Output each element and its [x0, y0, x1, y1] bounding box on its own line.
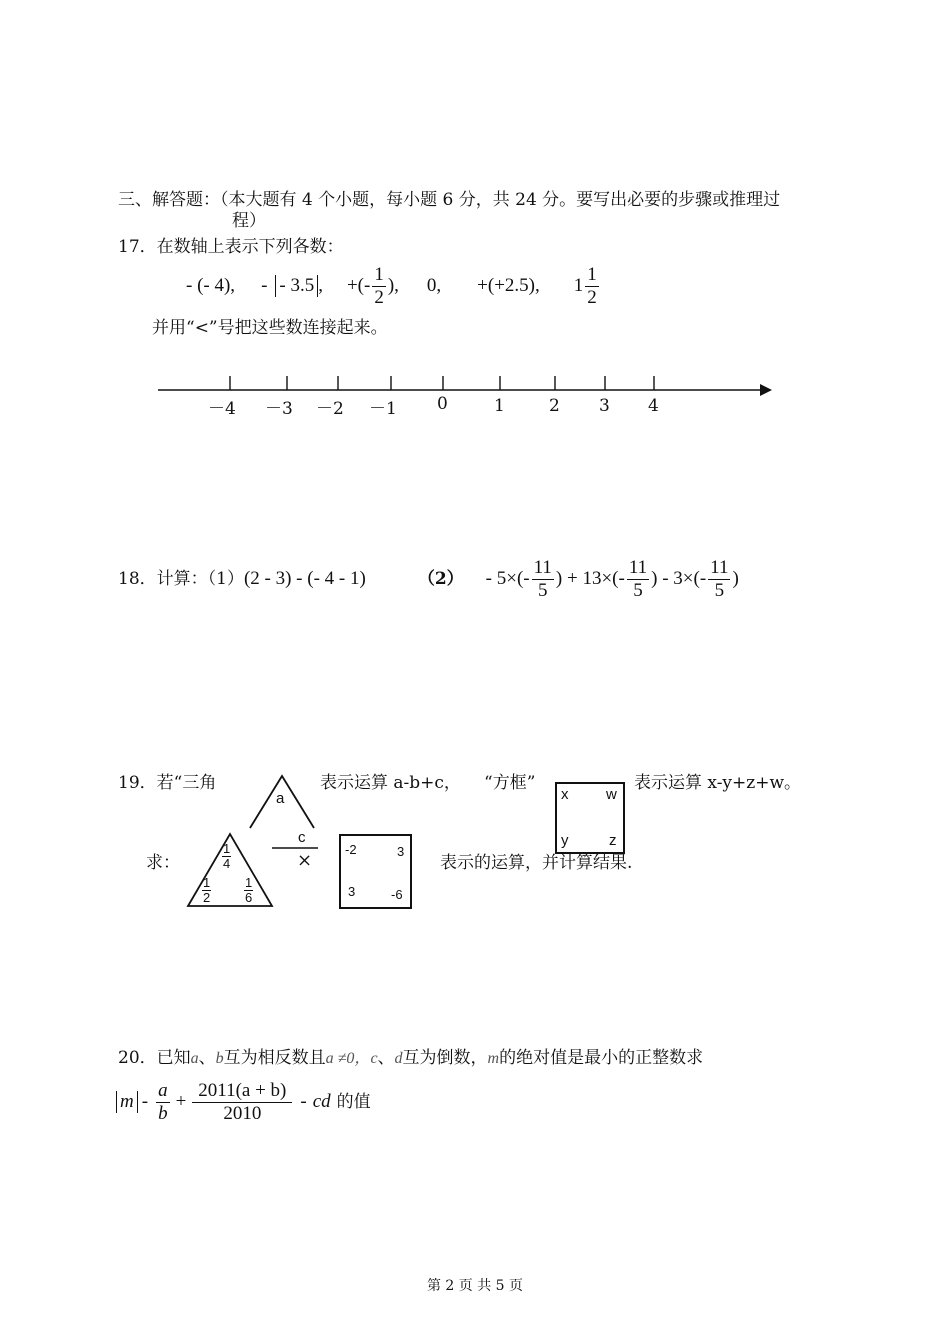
number-line-label: 0: [437, 394, 448, 414]
q17-n2-sign: -: [261, 275, 268, 296]
tri2-right-num: 1: [245, 875, 253, 890]
q20-m: m: [487, 1050, 500, 1067]
box2-bottom-right: -6: [391, 887, 403, 902]
q17-n3-num: 1: [374, 263, 384, 285]
number-line-label: －3: [265, 399, 293, 419]
box-var-z: z: [609, 832, 617, 849]
q20-c: c: [370, 1050, 378, 1067]
q17-n6-whole: 1: [573, 275, 584, 296]
q18-label2: （2）: [417, 569, 464, 589]
box2-top-left: -2: [345, 842, 357, 857]
q20-t3: 互为相反数且: [223, 1048, 326, 1068]
number-line-label: －2: [316, 399, 344, 419]
q17-n2-comma: ,: [318, 275, 323, 296]
q20-t1: 20．已知: [118, 1048, 191, 1068]
q19-tail: 表示的运算，并计算结果.: [440, 853, 633, 873]
q17-n6-num: 1: [587, 263, 597, 285]
tri2-left-value: [202, 876, 211, 905]
q18-fraction-2: [627, 557, 649, 602]
q19-lead: 19．若“三角: [118, 773, 217, 793]
q17-number-list: [186, 258, 601, 314]
q19-mid1: 表示运算 a-b+c，: [320, 773, 461, 793]
q20-line1: [118, 1047, 703, 1070]
q20-minus1: -: [141, 1091, 149, 1112]
number-line: [0, 370, 950, 430]
number-line-label: 2: [549, 396, 560, 416]
q20-t6: 的绝对值是最小的正整数求: [499, 1048, 704, 1068]
tri2-left-den: 2: [203, 890, 211, 905]
q20-f2-den: 2010: [223, 1102, 262, 1124]
q18-p1: - 5×(-: [485, 568, 530, 589]
q20-f1-num: a: [158, 1079, 168, 1101]
number-line-label: 1: [494, 396, 505, 416]
q18-label: 18．计算：（1）: [118, 569, 244, 589]
tri2-top-value: [222, 842, 231, 871]
q20-t4: 、: [377, 1048, 395, 1068]
q18-expr1: (2 - 3) - (- 4 - 1): [243, 568, 366, 589]
box-var-x: x: [561, 786, 569, 803]
box2-bottom-left: 3: [348, 884, 356, 899]
number-line-label: 4: [648, 396, 659, 416]
q18-fraction-3: [708, 557, 730, 602]
q18-f2-num: 11: [628, 556, 648, 578]
q20-t2: 、: [198, 1048, 216, 1068]
q17-n3-pre: +(-: [346, 275, 371, 296]
number-line-label: －4: [208, 399, 236, 419]
q18-f1-num: 11: [533, 556, 552, 578]
number-line-label: －1: [369, 399, 397, 419]
q20-f2-num: 2011(a + b): [192, 1080, 292, 1103]
section-heading-line1: 三、解答题：（本大题有 4 个小题，每小题 6 分，共 24 分。要写出必要的步骤或推理过: [118, 190, 781, 210]
q17-n3-den: 2: [374, 286, 384, 308]
section-heading-line2: 程）: [232, 211, 266, 231]
q17-n1: - (- 4),: [186, 275, 236, 296]
box-var-w: w: [606, 786, 617, 803]
triangle-var-a: a: [276, 790, 285, 807]
q18-f2-den: 5: [633, 579, 643, 601]
tri2-top-num: 1: [223, 841, 231, 856]
q20-tail: 的值: [336, 1092, 371, 1111]
q17-n5: +(+2.5),: [477, 275, 540, 296]
q18-f1-den: 5: [538, 579, 548, 601]
q17-n3-fraction: [372, 264, 386, 309]
q20-plus: +: [175, 1091, 187, 1112]
cross-mark-icon: ×: [297, 850, 313, 871]
q20-expression: [116, 1074, 371, 1130]
q17-prompt: 17．在数轴上表示下列各数：: [118, 237, 344, 257]
q20-a: a: [190, 1050, 199, 1067]
q18-f3-den: 5: [714, 579, 725, 601]
box2-top-right: 3: [397, 844, 405, 859]
q20-b: b: [215, 1050, 224, 1067]
q19-mid2: “方框”: [484, 773, 536, 793]
q20-abs-m: m: [116, 1091, 138, 1113]
q20-d: d: [394, 1050, 403, 1067]
number-line-label: 3: [599, 396, 610, 416]
box-var-y: y: [561, 832, 569, 849]
q20-fraction-1: [156, 1080, 170, 1125]
page-footer: 第 2 页 共 5 页: [426, 1278, 524, 1294]
q19-ask: 求：: [146, 853, 180, 873]
q18-fraction-1: [532, 557, 554, 602]
q17-connect-instruction: 并用“<”号把这些数连接起来。: [152, 318, 388, 338]
q18-p3: ) - 3×(-: [651, 568, 707, 589]
q17-n6-den: 2: [587, 286, 597, 308]
q20-f1-den: b: [158, 1102, 168, 1124]
q17-n6-fraction: [585, 264, 599, 309]
q17-n2-abs: - 3.5: [275, 275, 318, 297]
tri2-left-num: 1: [203, 875, 211, 890]
q17-n4: 0,: [426, 275, 442, 296]
tri2-right-den: 6: [245, 890, 253, 905]
q18-f3-num: 11: [710, 556, 729, 578]
triangle-2-icon: [186, 830, 286, 910]
q20-t5: 互为倒数，: [402, 1048, 488, 1068]
q18-p4: ): [732, 568, 739, 589]
triangle-var-c: c: [298, 829, 306, 846]
q18-p2: ) + 13×(-: [555, 568, 625, 589]
q19-mid3: 表示运算 x-y+z+w。: [634, 773, 802, 793]
q20-cd: cd: [312, 1091, 331, 1112]
q17-n3-post: ),: [387, 275, 399, 296]
number-line-arrow-icon: [760, 384, 772, 396]
tri2-right-value: [244, 876, 253, 905]
q20-neq: a ≠0，: [325, 1050, 371, 1067]
q20-minus2: -: [300, 1091, 307, 1112]
tri2-top-den: 4: [223, 856, 231, 871]
q18-row: [118, 552, 739, 606]
q20-fraction-2: [192, 1080, 292, 1125]
